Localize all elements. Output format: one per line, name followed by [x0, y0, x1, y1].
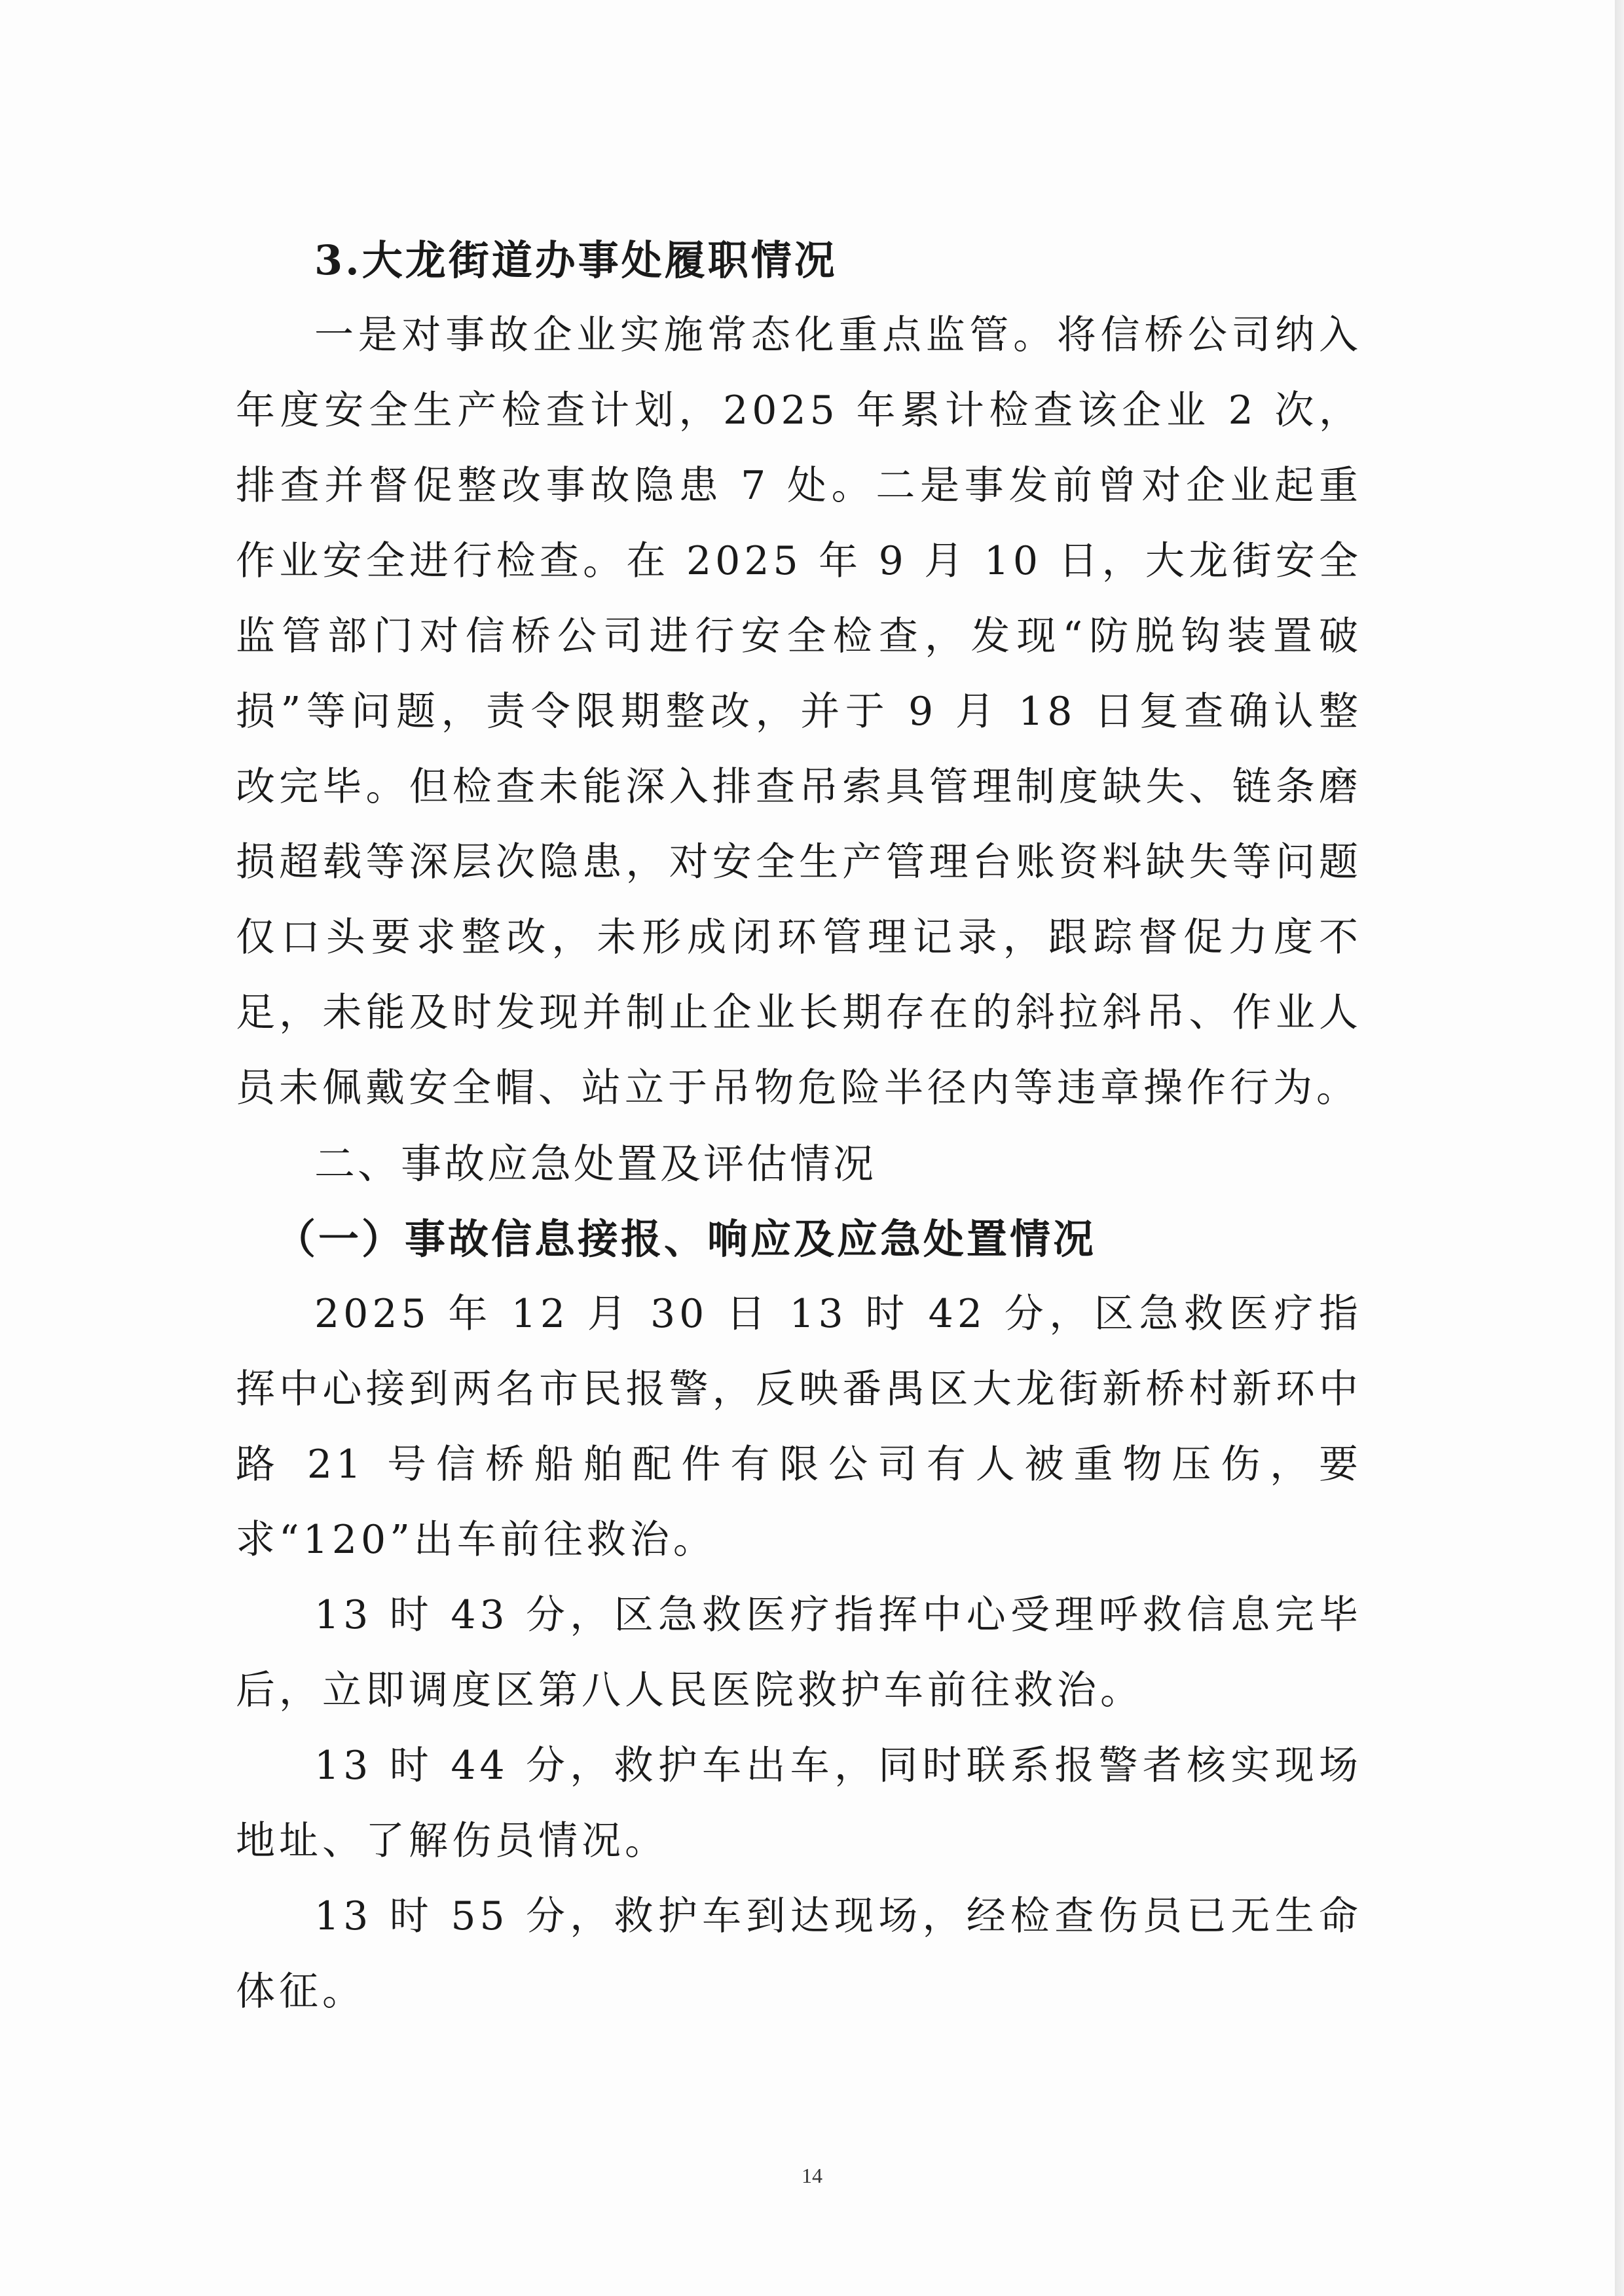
document-body [236, 223, 1362, 2030]
scan-edge [1615, 0, 1624, 2296]
paragraph-report: 2025 年 12 月 30 日 13 时 42 分，区急救医疗指挥中心接到两名市民报警，反映番禺区大龙街新桥村新环中路 21 号信桥船舶配件有限公司有人被重物压伤，要求“120”出车前往救治。 [236, 1291, 1362, 1563]
paragraph-ambulance-out: 13 时 44 分，救护车出车，同时联系报警者核实现场地址、了解伤员情况。 [236, 1743, 1362, 1864]
paragraph-dispatch: 13 时 43 分，区急救医疗指挥中心受理呼救信息完毕后，立即调度区第八人民医院救护车前往救治。 [236, 1592, 1362, 1713]
section-heading: 3.大龙街道办事处履职情况 [314, 236, 838, 284]
subsection-heading: （一）事故信息接报、响应及应急处置情况 [275, 1215, 1097, 1263]
paragraph-arrival: 13 时 55 分，救护车到达现场，经检查伤员已无生命体征。 [236, 1893, 1362, 2014]
paragraph-duties: 一是对事故企业实施常态化重点监管。将信桥公司纳入年度安全生产检查计划，2025 年累计检查该企业 2 次，排查并督促整改事故隐患 7 处。二是事发前曾对企业起重作业安全进行检查。在 2025 年 9 月 10 日，大龙街安全监管部门对信桥公司进行安全检查，发现“防脱钩装置破损”等问题，责令限期整改，并于 9 月 18 日复查确认整改完毕。但检查未能深入排查吊索具管理制度缺失、链条磨损超载等深层次隐患，对安全生产管理台账资料缺失等问题仅口头要求整改，未形成闭环管理记录，跟踪督促力度不足，未能及时发现并制止企业长期存在的斜拉斜吊、作业人员未佩戴安全帽、站立于吊物危险半径内等违章操作行为。 [236, 312, 1362, 1111]
chapter-heading: 二、事故应急处置及评估情况 [314, 1140, 877, 1188]
page-number: 14 [802, 2164, 822, 2187]
